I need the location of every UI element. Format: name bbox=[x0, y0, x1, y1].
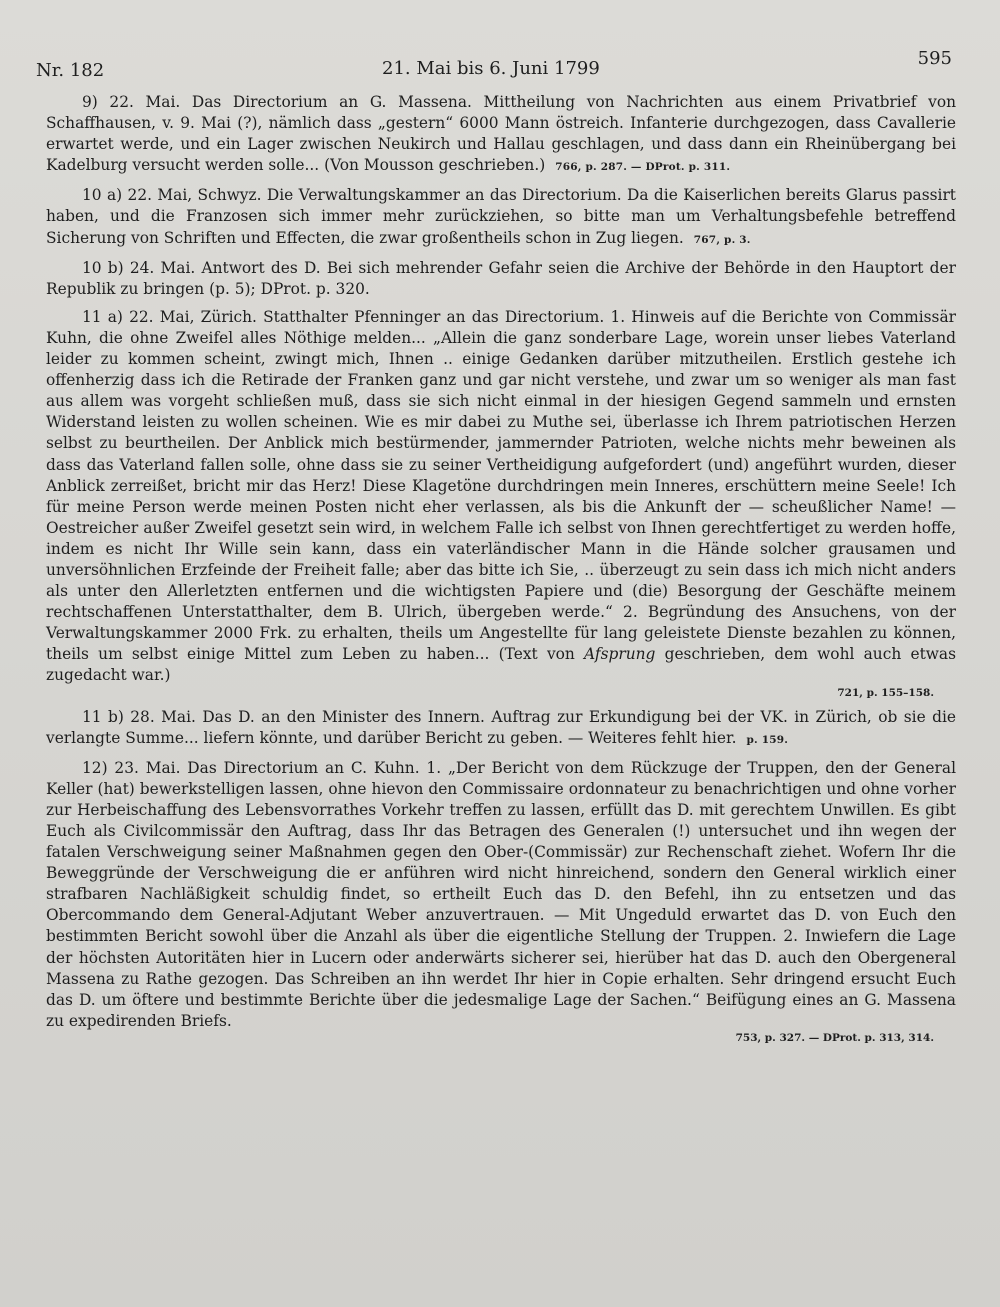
entry-11a bbox=[46, 307, 956, 700]
archive-reference: 721, p. 155–158. bbox=[837, 686, 934, 699]
date-range: 21. Mai bis 6. Juni 1799 bbox=[382, 58, 600, 79]
entry-text: 11 b) 28. Mai. Das D. an den Minister des Innern. Auftrag zur Erkundigung bei der VK. in Zürich, ob sie die verlangte Summe... liefern könnte, und darüber Bericht zu geben. — Weiteres fehlt hier. bbox=[46, 707, 956, 747]
archive-reference: 767, p. 3. bbox=[693, 233, 751, 246]
archive-reference: p. 159. bbox=[746, 733, 789, 746]
entry-text: 12) 23. Mai. Das Directorium an C. Kuhn. 1. „Der Bericht von dem Rückzuge der Truppen, den der General Keller (hat) bewerkstelligen lassen, ohne hievon den Commissaire ordonnateur zu benachrichtigen und ohne vorher zur Herbeischaffung des Lebensvorrathes Vorkehr treffen zu lassen, erfüllt das D. mit gerechtem Unwillen. Es gibt Euch als Civilcommissär den Auftrag, dass Ihr das Betragen des Generalen (!) untersuchet und ihn wegen der fatalen Verschweigung seiner Maßnahmen gegen den Ober-(Commissär) zur Rechenschaft ziehet. Wofern Ihr die Beweggründe der Verschweigung die er anführen wird nicht hinreichend, sondern den General wirklich einer strafbaren Nachläßigkeit schuldig findet, so ertheilt Euch das D. den Befehl, ihn zu entsetzen und das Obercommando dem General-Adjutant Weber anzuvertrauen. — Mit Ungeduld erwartet das D. von Euch den bestimmten Bericht sowohl über die Anzahl als über die eigentliche Stellung der Truppen. 2. Inwiefern die Lage der höchsten Autoritäten hier in Lucern oder anderwärts sicherer sei, hierüber hat das D. auch den Obergeneral Massena zu Rathe gezogen. Das Schreiben an ihn werdet Ihr hier in Copie erhalten. Sehr dringend ersucht Euch das D. um öftere und bestimmte Berichte über die jedesmalige Lage der Sachen.“ Beifügung eines an G. Massena zu expedirenden Briefs. bbox=[46, 758, 956, 1030]
entry-11b bbox=[46, 707, 956, 751]
entry-text-end: geschrieben, dem wohl auch etwas zugedacht war.) bbox=[46, 645, 957, 685]
entry-text: 10 a) 22. Mai, Schwyz. Die Verwaltungskammer an das Directorium. Da die Kaiserlichen bereits Glarus passirt haben, und die Franzosen sich immer mehr zurückziehen, so bitte man um Verhaltungsbefehle betreffend Sicherung von Schriften und Effecten, die zwar großentheils schon in Zug liegen. bbox=[46, 186, 956, 247]
entry-text: 11 a) 22. Mai, Zürich. Statthalter Pfenninger an das Directorium. 1. Hinweis auf die Berichte von Commissär Kuhn, die ohne Zweifel alles Nöthige melden... „Allein die ganz sonderbare Lage, worein unser liebes Vaterland leider zu kommen scheint, zwingt mich, Ihnen .. einige Gedanken darüber mitzutheilen. Erstlich gestehe ich offenherzig dass ich die Retirade der Franken ganz und gar nicht verstehe, und zwar um so weniger als man fast aus allem was vorgeht schließen muß, dass sie sich nicht einmal in der hiesigen Gegend sammeln und ernsten Widerstand leisten zu wollen scheinen. Wie es mir dabei zu Muthe sei, überlasse ich Ihrem patriotischen Herzen selbst zu beurtheilen. Der Anblick mich bestürmender, jammernder Patrioten, welche nichts mehr beweinen als dass das Vaterland fallen solle, ohne dass sie zu seiner Vertheidigung aufgefordert (und) angeführt wurden, dieser Anblick zerreißet, bricht mir das Herz! Diese Klagetöne durchdringen mein Inneres, erschüttern meine Seele! Ich für meine Person werde meinen Posten nicht eher verlassen, als bis die Ankunft der — scheußlicher Name! — Oestreicher außer Zweifel gesetzt sein wird, in welchem Falle ich selbst von Ihnen gerechtfertiget zu werden hoffe, indem es nicht Ihr Wille sein kann, dass ein vaterländischer Mann in die Hände solcher grausamen und unversöhnlichen Erzfeinde der Freiheit falle; aber das bitte ich Sie, .. überzeugt zu sein dass ich mich nicht anders als unter den Allerletzten entfernen und die wichtigsten Papiere und (die) Besorgung der Geschäfte meinem rechtschaffenen Unterstatthalter, dem B. Ulrich, übergeben werde.“ 2. Begründung des Ansuchens, von der Verwaltungskammer 2000 Frk. zu erhalten, theils um Angestellte für lang geleistete Dienste bezahlen zu können, theils um selbst einige Mittel zum Leben zu haben... (Text von bbox=[46, 307, 956, 664]
author-name: Afsprung bbox=[584, 645, 656, 664]
archive-reference: 766, p. 287. — DProt. p. 311. bbox=[555, 161, 731, 174]
entry-text: 9) 22. Mai. Das Directorium an G. Massena. Mittheilung von Nachrichten aus einem Privatbrief von Schaffhausen, v. 9. Mai (?), nämlich dass „gestern“ 6000 Mann östreich. Infanterie durchgezogen, dass Cavallerie erwartet werde, und ein Lager zwischen Neukirch und Hallau geschlagen, und dass dann ein Rheinübergang bei Kadelburg versucht werden solle... (Von Mousson geschrieben.) bbox=[46, 93, 956, 175]
entry-text: 10 b) 24. Mai. Antwort des D. Bei sich mehrender Gefahr seien die Archive der Behörde in den Hauptort der Republik zu bringen (p. 5); DProt. p. 320. bbox=[46, 258, 956, 298]
page-number: 595 bbox=[917, 48, 952, 69]
entry-10a bbox=[46, 185, 956, 250]
entry-12 bbox=[46, 758, 956, 1045]
entry-9 bbox=[46, 92, 956, 178]
entry-10b bbox=[46, 258, 956, 300]
document-body bbox=[46, 92, 956, 1052]
document-number: Nr. 182 bbox=[36, 60, 105, 81]
archive-reference: 753, p. 327. — DProt. p. 313, 314. bbox=[735, 1031, 934, 1044]
running-header bbox=[36, 48, 952, 84]
